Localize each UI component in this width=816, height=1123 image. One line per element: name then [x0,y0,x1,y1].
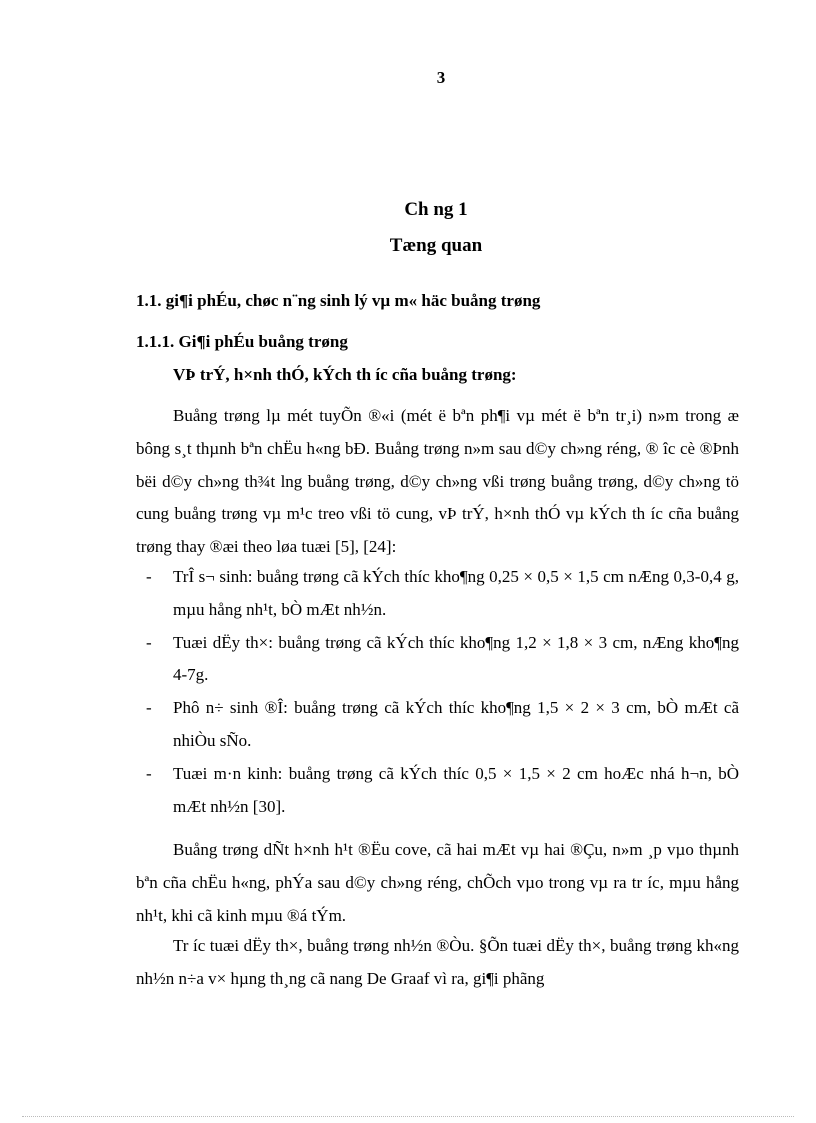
list-dash: - [146,567,152,586]
list-dash: - [146,763,152,783]
list-item [136,627,739,693]
list-dash: - [146,698,152,718]
list-item-text: Tuæi m·n kinh: buång trøng cã kÝch thíc 0,5 × 1,5 × 2 cm hoÆc nhá h¬n, bÒ mÆt nh½n [30]. [173,763,739,816]
chapter-subtitle: Tæng quan [389,235,483,256]
page-bottom-divider [22,1116,794,1117]
paragraph-puberty-text: Tr íc tuæi dËy th×, buång trøng nh½n ®Òu. §Õn tuæi dËy th×, buång trøng kh«ng nh½n n÷a v× hµng th¸ng cã nang De Graaf vì ra, gi¶i phãng [136,936,739,988]
list-item-text: Tuæi dËy th×: buång trøng cã kÝch thíc kho¶ng 1,2 × 1,8 × 3 cm, nÆng kho¶ng 4-7g. [173,632,739,685]
list-item-text: Phô n÷ sinh ®Î: buång trøng cã kÝch thíc kho¶ng 1,5 × 2 × 3 cm, bÒ mÆt cã nhiÒu sÑo. [173,698,739,750]
paragraph-intro [136,400,739,564]
list-item-text: TrÎ s¬ sinh: buång trøng cã kÝch thíc kho¶ng 0,25 × 0,5 × 1,5 cm nÆng 0,3-0,4 g, mµu hång nh¹t, bÒ mÆt nh½n. [173,567,739,619]
list-dash: - [146,632,152,652]
list-item [136,758,739,824]
age-size-list [136,561,739,823]
section-heading-1-1-1: 1.1.1. Gi¶i phÉu buång trøng [136,332,348,351]
paragraph-shape [136,834,739,932]
list-item [136,561,739,627]
paragraph-puberty [136,930,739,996]
subsection-heading: VÞ trÝ, h×nh thÓ, kÝch th íc cña buång trøng: [173,365,517,384]
chapter-title: Ch ng 1 [404,199,468,220]
paragraph-shape-text: Buång trøng dÑt h×nh h¹t ®Ëu cove, cã hai mÆt vµ hai ®Çu, n»m ¸p vµo thµnh bªn cña chËu h«ng, phÝa sau d©y ch»ng réng, chÕch vµo trong vµ ra tr íc, mµu hång nh¹t, khi cã kinh mµu ®á tÝm. [136,840,739,925]
section-heading-1-1: 1.1. gi¶i phÉu, chøc n¨ng sinh lý vµ m« häc buång trøng [136,291,541,310]
page-number: 3 [436,68,446,87]
paragraph-intro-text: Buång trøng lµ mét tuyÕn ®«i (mét ë bªn ph¶i vµ mét ë bªn tr¸i) n»m trong æ bông s¸t thµnh bªn chËu h«ng bÐ. Buång trøng n»m sau d©y ch»ng réng, ® îc cè ®Þnh bëi d©y ch»ng th¾t lng buång trøng, d©y ch»ng vßi trøng buång trøng, d©y ch»ng tö cung buång trøng vµ m¹c treo vßi tö cung, vÞ trÝ, h×nh thÓ vµ kÝch th íc cña buång trøng thay ®æi theo løa tuæi [5], [24]: [136,406,739,557]
list-item [136,692,739,758]
